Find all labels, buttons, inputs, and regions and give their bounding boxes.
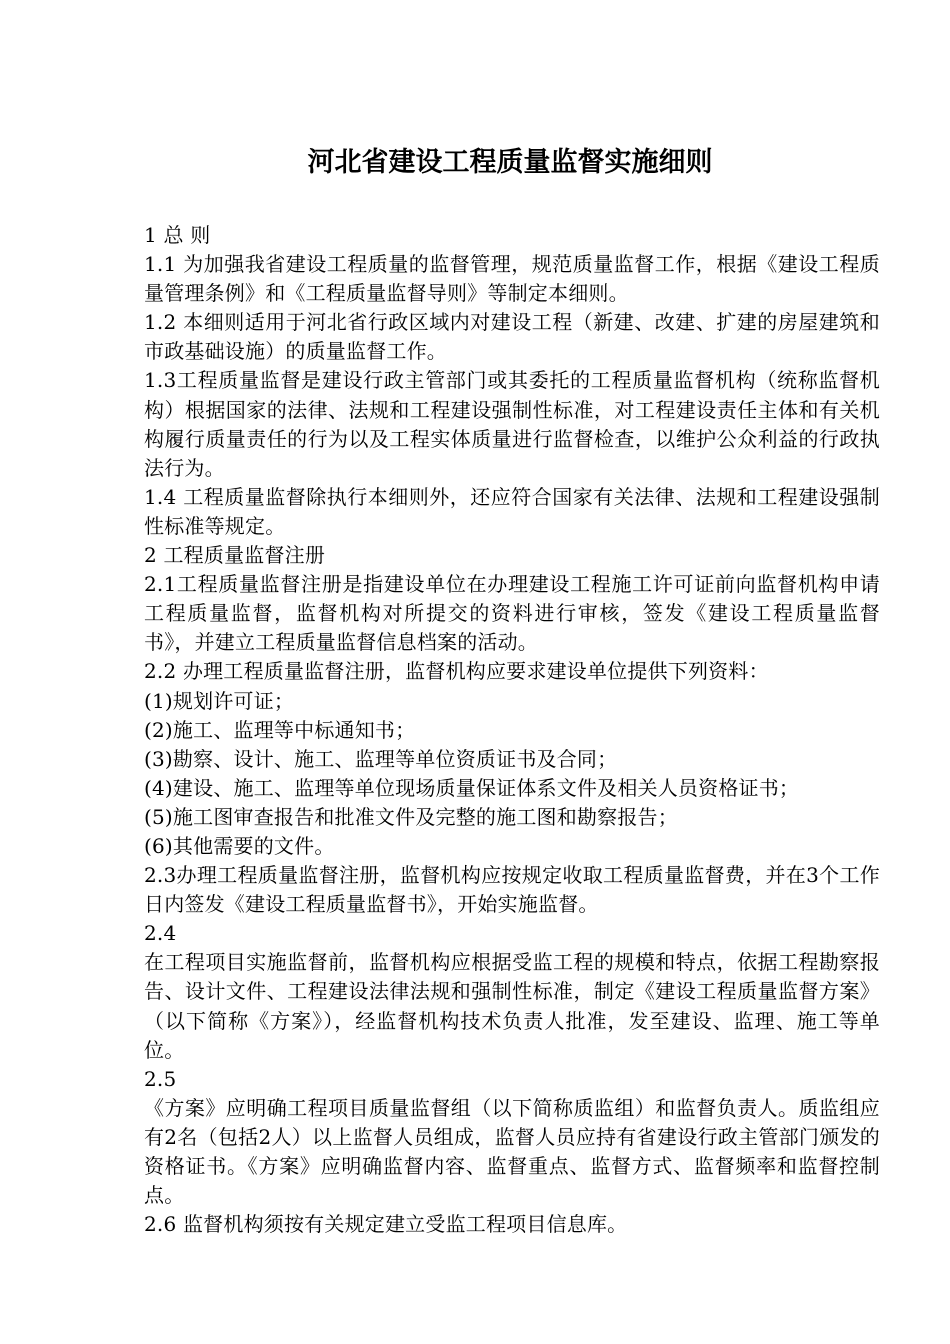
list-item: (2)施工、监理等中标通知书；	[144, 717, 416, 742]
clause-2-4-text: 在工程项目实施监督前，监督机构应根据受监工程的规模和特点，依据工程勘察报告、设计文件、工程建设法律法规和强制性标准，制定《建设工程质量监督方案》（以下简称《方案》），经监督机构技术负责人批准，发至建设、监理、施工等单位。	[144, 950, 880, 1062]
list-item: (6)其他需要的文件。	[144, 833, 335, 858]
clause-2-6: 2.6 监督机构须按有关规定建立受监工程项目信息库。	[144, 1212, 628, 1237]
list-item: (5)施工图审查报告和批准文件及完整的施工图和勘察报告；	[144, 804, 678, 829]
clause-1-1: 1.1 为加强我省建设工程质量的监督管理，规范质量监督工作，根据《建设工程质量管理条例》和《工程质量监督导则》等制定本细则。	[144, 252, 880, 306]
clause-1-3: 1.3工程质量监督是建设行政主管部门或其委托的工程质量监督机构（统称监督机构）根据国家的法律、法规和工程建设强制性标准，对工程建设责任主体和有关机构履行质量责任的行为以及工程实体质量进行监督检查，以维护公众利益的行政执法行为。	[144, 368, 880, 480]
clause-2-2: 2.2 办理工程质量监督注册，监督机构应要求建设单位提供下列资料：	[144, 659, 769, 684]
list-item: (3)勘察、设计、施工、监理等单位资质证书及合同；	[144, 746, 618, 771]
clause-2-3: 2.3办理工程质量监督注册，监督机构应按规定收取工程质量监督费，并在3个工作日内签发《建设工程质量监督书》，开始实施监督。	[144, 863, 880, 917]
section-heading-registration: 2 工程质量监督注册	[144, 543, 326, 568]
clause-2-5-number: 2.5	[144, 1066, 177, 1091]
section-heading-general: 1 总 则	[144, 223, 211, 247]
document-title: 河北省建设工程质量监督实施细则	[307, 147, 713, 178]
clause-2-4-number: 2.4	[144, 921, 177, 946]
clause-1-2: 1.2 本细则适用于河北省行政区域内对建设工程（新建、改建、扩建的房屋建筑和市政基础设施）的质量监督工作。	[144, 310, 880, 364]
list-item: (4)建设、施工、监理等单位现场质量保证体系文件及相关人员资格证书；	[144, 775, 800, 800]
clause-2-5-text: 《方案》应明确工程项目质量监督组（以下简称质监组）和监督负责人。质监组应有2名（包括2人）以上监督人员组成，监督人员应持有省建设行政主管部门颁发的资格证书。《方案》应明确监督内容、监督重点、监督方式、监督频率和监督控制点。	[144, 1095, 880, 1208]
list-item: (1)规划许可证；	[144, 688, 295, 713]
document-body	[144, 221, 880, 1239]
clause-1-4: 1.4 工程质量监督除执行本细则外，还应符合国家有关法律、法规和工程建设强制性标准等规定。	[144, 484, 880, 538]
clause-2-1: 2.1工程质量监督注册是指建设单位在办理建设工程施工许可证前向监督机构申请工程质量监督，监督机构对所提交的资料进行审核，签发《建设工程质量监督书》，并建立工程质量监督信息档案的活动。	[144, 572, 880, 655]
